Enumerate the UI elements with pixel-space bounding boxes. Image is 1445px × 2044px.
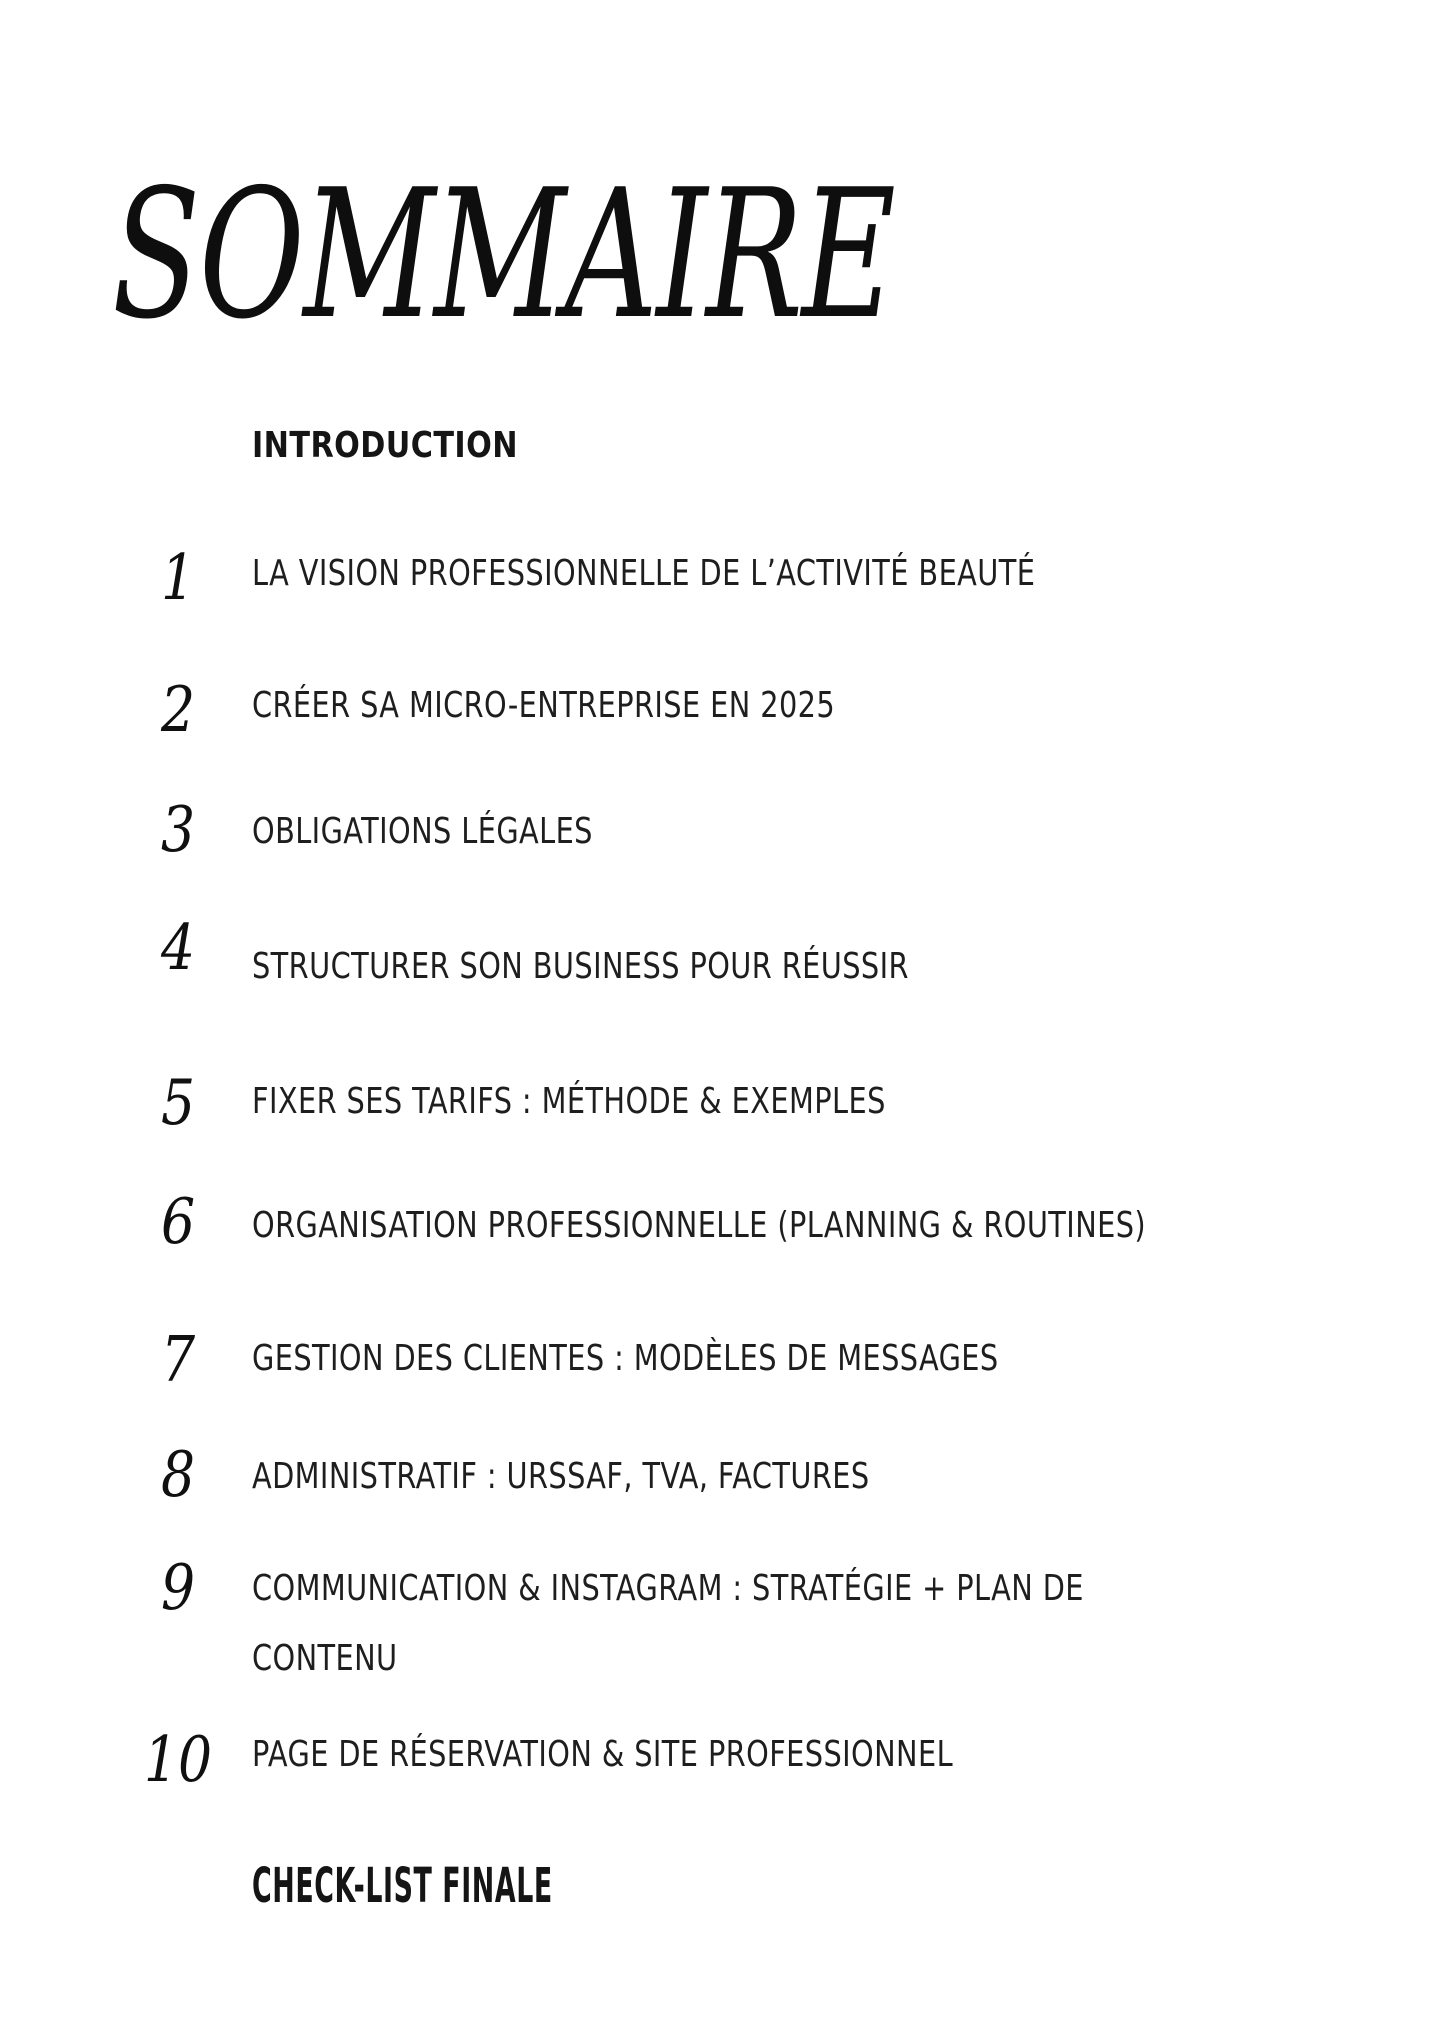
toc-item-title: FIXER SES TARIFS : MÉTHODE & EXEMPLES	[252, 1081, 886, 1122]
toc-item-number: 4	[160, 911, 196, 984]
toc-row	[0, 1185, 1445, 1272]
toc-item-number: 7	[160, 1323, 196, 1396]
toc-row	[0, 1551, 1445, 1679]
toc-item-number: 2	[160, 673, 196, 746]
toc-item-number: 1	[160, 541, 196, 614]
toc-row	[0, 1438, 1445, 1523]
toc-item-number: 6	[160, 1185, 196, 1258]
toc-item-number: 10	[143, 1723, 213, 1796]
toc-item-title: OBLIGATIONS LÉGALES	[252, 811, 593, 852]
toc-row	[0, 673, 1445, 752]
toc-item-number: 9	[160, 1551, 196, 1624]
toc-item-title: ADMINISTRATIF : URSSAF, TVA, FACTURES	[252, 1456, 870, 1497]
toc-item-number: 3	[160, 793, 196, 866]
toc-item-title: COMMUNICATION & INSTAGRAM : STRATÉGIE + PLAN DE CONTENU	[252, 1568, 1084, 1679]
toc-row	[0, 793, 1445, 878]
toc-row	[0, 1723, 1445, 1801]
toc-item-title: LA VISION PROFESSIONNELLE DE L’ACTIVITÉ BEAUTÉ	[252, 553, 1036, 594]
final-checklist-label: CHECK-LIST FINALE	[252, 1858, 553, 1914]
toc-row	[0, 911, 1445, 1013]
toc-item-number: 8	[160, 1438, 196, 1511]
toc-item-title: STRUCTURER SON BUSINESS POUR RÉUSSIR	[252, 946, 909, 987]
page-title: SOMMAIRE	[112, 151, 895, 358]
toc-item-title: GESTION DES CLIENTES : MODÈLES DE MESSAGES	[252, 1338, 999, 1379]
toc-item-title: ORGANISATION PROFESSIONNELLE (PLANNING & ROUTINES)	[252, 1205, 1147, 1246]
toc-row	[0, 1066, 1445, 1148]
toc-item-title: PAGE DE RÉSERVATION & SITE PROFESSIONNEL	[252, 1734, 954, 1775]
section-intro-label: INTRODUCTION	[252, 425, 518, 466]
toc-row	[0, 1323, 1445, 1405]
toc-item-title: CRÉER SA MICRO-ENTREPRISE EN 2025	[252, 685, 836, 726]
toc-item-number: 5	[160, 1066, 196, 1139]
toc-row	[0, 541, 1445, 620]
